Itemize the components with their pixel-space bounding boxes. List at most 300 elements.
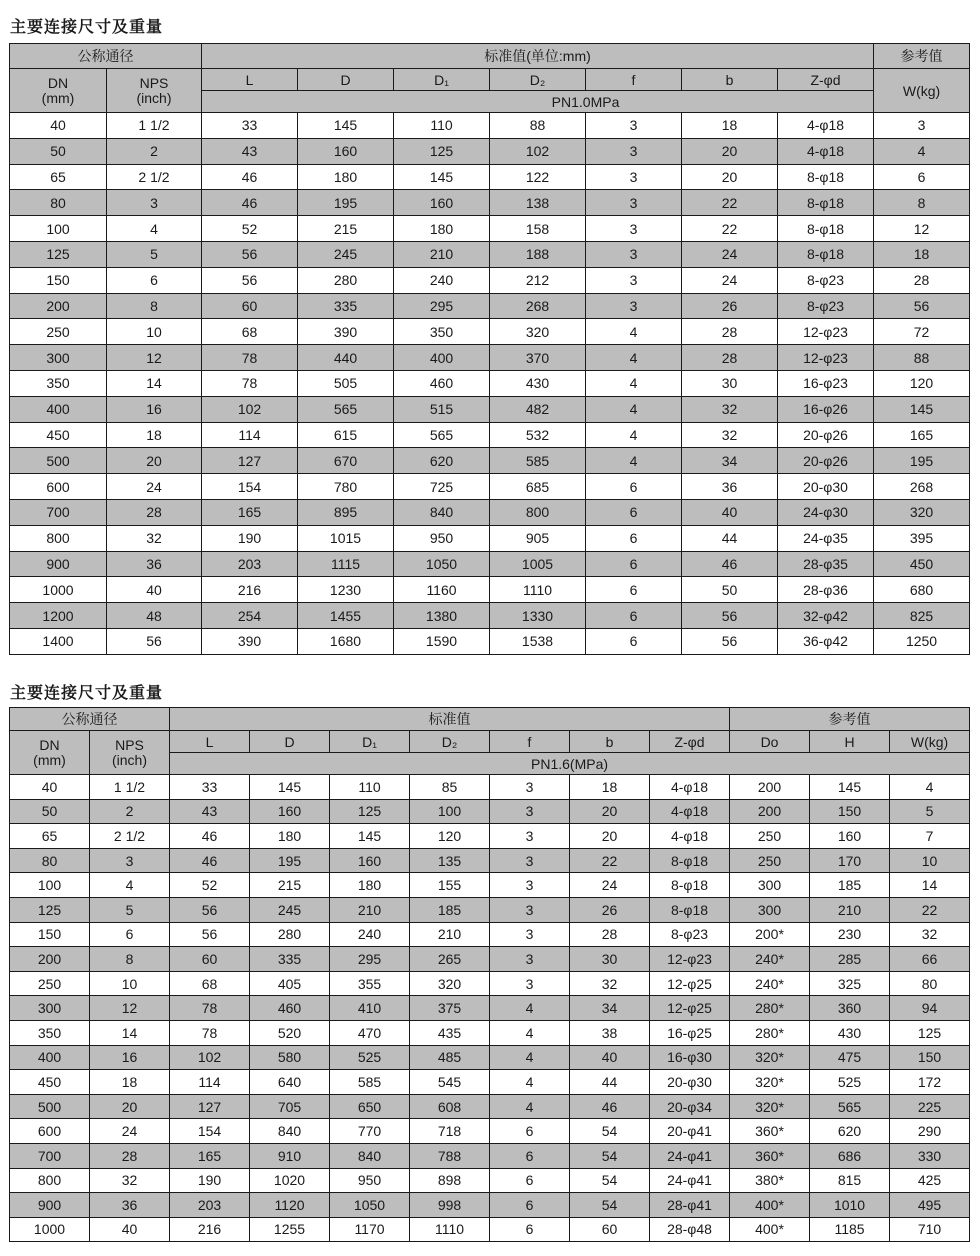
table-cell: 4-φ18 xyxy=(650,799,730,824)
table-cell: 900 xyxy=(10,551,107,577)
table-cell: 36-φ42 xyxy=(778,628,874,654)
table-cell: 120 xyxy=(410,824,490,849)
table-cell: 34 xyxy=(682,448,778,474)
table-cell: 2 1/2 xyxy=(90,824,170,849)
table-cell: 4 xyxy=(586,448,682,474)
table-cell: 360* xyxy=(730,1119,810,1144)
table-cell: 585 xyxy=(490,448,586,474)
table-cell: 102 xyxy=(170,1045,250,1070)
table-cell: 36 xyxy=(90,1193,170,1218)
table-row xyxy=(10,190,970,216)
table-cell: 1590 xyxy=(394,628,490,654)
table-cell: 268 xyxy=(874,474,970,500)
table-cell: 1400 xyxy=(10,628,107,654)
table-cell: 160 xyxy=(250,799,330,824)
table-cell: 3 xyxy=(490,971,570,996)
table-cell: 28 xyxy=(682,319,778,345)
table-cell: 620 xyxy=(810,1119,890,1144)
table-cell: 3 xyxy=(586,293,682,319)
table-cell: 10 xyxy=(890,848,970,873)
table-cell: 10 xyxy=(107,319,202,345)
table-cell: 36 xyxy=(107,551,202,577)
table-cell: 898 xyxy=(410,1168,490,1193)
table-cell: 32-φ42 xyxy=(778,603,874,629)
table-cell: 1 1/2 xyxy=(90,775,170,800)
table-cell: 718 xyxy=(410,1119,490,1144)
table-cell: 56 xyxy=(682,628,778,654)
table-cell: 840 xyxy=(394,499,490,525)
table-cell: 350 xyxy=(10,370,107,396)
table-cell: 320 xyxy=(490,319,586,345)
header-standard-values: 标准值(单位:mm) xyxy=(202,44,874,69)
table-cell: 350 xyxy=(10,1020,90,1045)
table-cell: 56 xyxy=(682,603,778,629)
table-cell: 460 xyxy=(394,370,490,396)
table-cell: 85 xyxy=(410,775,490,800)
table-cell: 14 xyxy=(107,370,202,396)
table-cell: 40 xyxy=(10,113,107,139)
table-cell: 125 xyxy=(394,138,490,164)
table-cell: 320* xyxy=(730,1094,810,1119)
table-cell: 80 xyxy=(890,971,970,996)
table-cell: 216 xyxy=(170,1217,250,1242)
header-col-9: W(kg) xyxy=(890,731,970,753)
table-cell: 250 xyxy=(10,971,90,996)
table-cell: 203 xyxy=(202,551,298,577)
table-cell: 4 xyxy=(890,775,970,800)
table-cell: 565 xyxy=(298,396,394,422)
table-cell: 145 xyxy=(250,775,330,800)
table-cell: 28-φ35 xyxy=(778,551,874,577)
header-col-3: D₂ xyxy=(490,69,586,91)
table-cell: 815 xyxy=(810,1168,890,1193)
table-cell: 180 xyxy=(250,824,330,849)
table-row xyxy=(10,448,970,474)
table-cell: 3 xyxy=(874,113,970,139)
table-cell: 3 xyxy=(490,824,570,849)
table-cell: 125 xyxy=(10,241,107,267)
table-cell: 485 xyxy=(410,1045,490,1070)
table-cell: 40 xyxy=(682,499,778,525)
table-cell: 165 xyxy=(170,1143,250,1168)
table-cell: 600 xyxy=(10,474,107,500)
table-cell: 56 xyxy=(107,628,202,654)
table-cell: 14 xyxy=(890,873,970,898)
table-cell: 145 xyxy=(298,113,394,139)
table-cell: 8 xyxy=(107,293,202,319)
table-cell: 8-φ23 xyxy=(778,267,874,293)
table-cell: 910 xyxy=(250,1143,330,1168)
table-cell: 6 xyxy=(90,922,170,947)
table-cell: 200 xyxy=(10,293,107,319)
table-cell: 450 xyxy=(10,422,107,448)
table2-title: 主要连接尺寸及重量 xyxy=(10,683,164,702)
table-cell: 22 xyxy=(570,848,650,873)
table-cell: 320 xyxy=(410,971,490,996)
table-row xyxy=(10,922,970,947)
table-cell: 8-φ23 xyxy=(650,922,730,947)
table-cell: 24-φ35 xyxy=(778,525,874,551)
table-cell: 102 xyxy=(202,396,298,422)
table-cell: 3 xyxy=(586,190,682,216)
table-cell: 545 xyxy=(410,1070,490,1095)
table-row xyxy=(10,216,970,242)
table-cell: 200 xyxy=(730,775,810,800)
table-cell: 8-φ18 xyxy=(778,241,874,267)
table-cell: 8-φ23 xyxy=(778,293,874,319)
table-cell: 203 xyxy=(170,1193,250,1218)
table-cell: 100 xyxy=(10,873,90,898)
table-cell: 4 xyxy=(874,138,970,164)
table-cell: 250 xyxy=(730,824,810,849)
table-cell: 3 xyxy=(490,922,570,947)
table-cell: 114 xyxy=(202,422,298,448)
table-cell: 216 xyxy=(202,577,298,603)
table-cell: 125 xyxy=(10,897,90,922)
table-cell: 44 xyxy=(682,525,778,551)
table-cell: 900 xyxy=(10,1193,90,1218)
table-cell: 16 xyxy=(107,396,202,422)
table-cell: 154 xyxy=(202,474,298,500)
table-row xyxy=(10,474,970,500)
table-cell: 295 xyxy=(330,947,410,972)
table-cell: 285 xyxy=(810,947,890,972)
table-cell: 125 xyxy=(890,1020,970,1045)
table-cell: 110 xyxy=(330,775,410,800)
table-cell: 26 xyxy=(682,293,778,319)
table1-title: 主要连接尺寸及重量 xyxy=(10,17,164,36)
table-cell: 300 xyxy=(10,345,107,371)
table-cell: 840 xyxy=(330,1143,410,1168)
table-cell: 210 xyxy=(394,241,490,267)
table-cell: 600 xyxy=(10,1119,90,1144)
table-cell: 30 xyxy=(570,947,650,972)
table-cell: 32 xyxy=(570,971,650,996)
table-row xyxy=(10,1020,970,1045)
table-cell: 190 xyxy=(170,1168,250,1193)
table-cell: 1160 xyxy=(394,577,490,603)
table-cell: 212 xyxy=(490,267,586,293)
spec-table-pn10 xyxy=(9,43,970,655)
header-col-0: L xyxy=(202,69,298,91)
table-cell: 72 xyxy=(874,319,970,345)
table-cell: 4 xyxy=(586,319,682,345)
table-row xyxy=(10,396,970,422)
table-cell: 6 xyxy=(586,577,682,603)
table-row xyxy=(10,603,970,629)
table-cell: 800 xyxy=(490,499,586,525)
table-cell: 425 xyxy=(890,1168,970,1193)
table-cell: 160 xyxy=(330,848,410,873)
table-cell: 6 xyxy=(586,499,682,525)
table-cell: 210 xyxy=(410,922,490,947)
table-cell: 1170 xyxy=(330,1217,410,1242)
table-cell: 1115 xyxy=(298,551,394,577)
table-cell: 2 xyxy=(107,138,202,164)
table-cell: 4 xyxy=(586,370,682,396)
table-row xyxy=(10,113,970,139)
table-cell: 215 xyxy=(298,216,394,242)
table-cell: 335 xyxy=(298,293,394,319)
table-cell: 78 xyxy=(170,1020,250,1045)
table-cell: 400 xyxy=(10,396,107,422)
header-col-4: f xyxy=(490,731,570,753)
table-cell: 300 xyxy=(730,897,810,922)
table-cell: 4-φ18 xyxy=(778,113,874,139)
table-cell: 400* xyxy=(730,1217,810,1242)
table-cell: 4 xyxy=(490,996,570,1021)
table-cell: 6 xyxy=(107,267,202,293)
table-cell: 3 xyxy=(490,897,570,922)
table-row xyxy=(10,873,970,898)
table-cell: 265 xyxy=(410,947,490,972)
header-col-6: Z-φd xyxy=(650,731,730,753)
table-cell: 360 xyxy=(810,996,890,1021)
table-cell: 245 xyxy=(298,241,394,267)
header-col-6: Z-φd xyxy=(778,69,874,91)
table-cell: 4 xyxy=(107,216,202,242)
table-cell: 22 xyxy=(682,216,778,242)
table-cell: 24 xyxy=(107,474,202,500)
table-cell: 24 xyxy=(682,241,778,267)
table-cell: 1010 xyxy=(810,1193,890,1218)
table-cell: 180 xyxy=(394,216,490,242)
table-cell: 6 xyxy=(490,1217,570,1242)
table-cell: 16-φ23 xyxy=(778,370,874,396)
table-cell: 4 xyxy=(586,396,682,422)
table-row xyxy=(10,370,970,396)
table-cell: 608 xyxy=(410,1094,490,1119)
table-cell: 225 xyxy=(890,1094,970,1119)
table-cell: 50 xyxy=(10,138,107,164)
table-cell: 12-φ23 xyxy=(778,319,874,345)
table-cell: 295 xyxy=(394,293,490,319)
table-cell: 12 xyxy=(90,996,170,1021)
table-cell: 825 xyxy=(874,603,970,629)
table-cell: 78 xyxy=(170,996,250,1021)
table-cell: 56 xyxy=(170,897,250,922)
table-cell: 138 xyxy=(490,190,586,216)
table-cell: 710 xyxy=(890,1217,970,1242)
table-cell: 150 xyxy=(890,1045,970,1070)
table-cell: 1000 xyxy=(10,577,107,603)
table-cell: 185 xyxy=(810,873,890,898)
table-cell: 18 xyxy=(90,1070,170,1095)
table-row xyxy=(10,293,970,319)
header-col-5: b xyxy=(570,731,650,753)
table-cell: 195 xyxy=(250,848,330,873)
table-cell: 905 xyxy=(490,525,586,551)
table-row xyxy=(10,1045,970,1070)
table-cell: 565 xyxy=(394,422,490,448)
table-cell: 56 xyxy=(202,241,298,267)
table-cell: 780 xyxy=(298,474,394,500)
table-cell: 135 xyxy=(410,848,490,873)
table-cell: 20 xyxy=(90,1094,170,1119)
table-cell: 52 xyxy=(202,216,298,242)
table-cell: 188 xyxy=(490,241,586,267)
table-cell: 400 xyxy=(394,345,490,371)
table-cell: 43 xyxy=(170,799,250,824)
table-cell: 88 xyxy=(490,113,586,139)
table-cell: 3 xyxy=(490,873,570,898)
table-cell: 505 xyxy=(298,370,394,396)
table-cell: 34 xyxy=(570,996,650,1021)
table-cell: 28 xyxy=(570,922,650,947)
table-cell: 50 xyxy=(682,577,778,603)
table-cell: 50 xyxy=(10,799,90,824)
table-cell: 122 xyxy=(490,164,586,190)
header-col-0: L xyxy=(170,731,250,753)
table-row xyxy=(10,897,970,922)
table-cell: 254 xyxy=(202,603,298,629)
table-cell: 22 xyxy=(890,897,970,922)
header-col-7: Do xyxy=(730,731,810,753)
table-cell: 88 xyxy=(874,345,970,371)
table-row xyxy=(10,1193,970,1218)
table-cell: 210 xyxy=(810,897,890,922)
table-cell: 18 xyxy=(874,241,970,267)
table-cell: 240* xyxy=(730,947,810,972)
table-cell: 40 xyxy=(107,577,202,603)
table-cell: 430 xyxy=(810,1020,890,1045)
table-cell: 380* xyxy=(730,1168,810,1193)
table-cell: 155 xyxy=(410,873,490,898)
header-col-2: D₁ xyxy=(330,731,410,753)
table-cell: 3 xyxy=(107,190,202,216)
table-cell: 170 xyxy=(810,848,890,873)
table-cell: 36 xyxy=(682,474,778,500)
table-row xyxy=(10,848,970,873)
table-cell: 16-φ26 xyxy=(778,396,874,422)
table-cell: 250 xyxy=(730,848,810,873)
table-cell: 20 xyxy=(682,164,778,190)
table-row xyxy=(10,525,970,551)
table-cell: 650 xyxy=(330,1094,410,1119)
table-cell: 360* xyxy=(730,1143,810,1168)
table-cell: 68 xyxy=(170,971,250,996)
table-cell: 43 xyxy=(202,138,298,164)
table-cell: 250 xyxy=(10,319,107,345)
table-cell: 20 xyxy=(570,824,650,849)
table-cell: 320 xyxy=(874,499,970,525)
table-cell: 475 xyxy=(810,1045,890,1070)
table-cell: 525 xyxy=(330,1045,410,1070)
table-row xyxy=(10,1094,970,1119)
table-cell: 320* xyxy=(730,1045,810,1070)
table-cell: 14 xyxy=(90,1020,170,1045)
table-cell: 585 xyxy=(330,1070,410,1095)
table-cell: 1050 xyxy=(330,1193,410,1218)
table-cell: 20-φ41 xyxy=(650,1119,730,1144)
table-cell: 20 xyxy=(107,448,202,474)
table-cell: 56 xyxy=(170,922,250,947)
table-cell: 6 xyxy=(586,628,682,654)
table-cell: 52 xyxy=(170,873,250,898)
table-cell: 4-φ18 xyxy=(778,138,874,164)
table-cell: 10 xyxy=(90,971,170,996)
table-cell: 4 xyxy=(586,345,682,371)
table-row xyxy=(10,824,970,849)
table-cell: 24-φ41 xyxy=(650,1143,730,1168)
table-cell: 1230 xyxy=(298,577,394,603)
table-cell: 3 xyxy=(490,947,570,972)
table-cell: 78 xyxy=(202,345,298,371)
table-row xyxy=(10,422,970,448)
table-cell: 30 xyxy=(682,370,778,396)
table-cell: 190 xyxy=(202,525,298,551)
table-cell: 325 xyxy=(810,971,890,996)
header-standard-values: 标准值 xyxy=(170,708,730,731)
header-nominal-diameter: 公称通径 xyxy=(10,708,170,731)
table-cell: 195 xyxy=(298,190,394,216)
table-cell: 240* xyxy=(730,971,810,996)
table-cell: 435 xyxy=(410,1020,490,1045)
table-cell: 24-φ30 xyxy=(778,499,874,525)
table-cell: 700 xyxy=(10,1143,90,1168)
table-cell: 230 xyxy=(810,922,890,947)
table-cell: 165 xyxy=(874,422,970,448)
table-cell: 20 xyxy=(682,138,778,164)
table-cell: 6 xyxy=(586,603,682,629)
table-cell: 185 xyxy=(410,897,490,922)
table-cell: 60 xyxy=(202,293,298,319)
table-cell: 6 xyxy=(490,1168,570,1193)
table-cell: 395 xyxy=(874,525,970,551)
table-cell: 18 xyxy=(682,113,778,139)
table-cell: 60 xyxy=(570,1217,650,1242)
header-nominal-diameter: 公称通径 xyxy=(10,44,202,69)
table-cell: 3 xyxy=(490,848,570,873)
table-cell: 460 xyxy=(250,996,330,1021)
table-cell: 80 xyxy=(10,848,90,873)
table-cell: 670 xyxy=(298,448,394,474)
table-cell: 200* xyxy=(730,922,810,947)
header-col-3: D₂ xyxy=(410,731,490,753)
table-cell: 12-φ25 xyxy=(650,996,730,1021)
table-cell: 950 xyxy=(330,1168,410,1193)
table-row xyxy=(10,499,970,525)
spec-table-pn16 xyxy=(9,707,970,1242)
table-cell: 32 xyxy=(682,422,778,448)
table-cell: 114 xyxy=(170,1070,250,1095)
table-cell: 102 xyxy=(490,138,586,164)
table-cell: 54 xyxy=(570,1119,650,1144)
table-cell: 20-φ26 xyxy=(778,448,874,474)
table-row xyxy=(10,138,970,164)
table-cell: 160 xyxy=(394,190,490,216)
table-row xyxy=(10,775,970,800)
table-cell: 12-φ25 xyxy=(650,971,730,996)
table-row xyxy=(10,551,970,577)
table-cell: 24-φ41 xyxy=(650,1168,730,1193)
table-cell: 8 xyxy=(874,190,970,216)
table-cell: 215 xyxy=(250,873,330,898)
header-col-5: b xyxy=(682,69,778,91)
table-cell: 33 xyxy=(170,775,250,800)
table-cell: 370 xyxy=(490,345,586,371)
table-cell: 24 xyxy=(570,873,650,898)
table-cell: 94 xyxy=(890,996,970,1021)
table-cell: 44 xyxy=(570,1070,650,1095)
table-cell: 3 xyxy=(586,267,682,293)
table-cell: 290 xyxy=(890,1119,970,1144)
table-cell: 410 xyxy=(330,996,410,1021)
table-cell: 154 xyxy=(170,1119,250,1144)
table-cell: 1020 xyxy=(250,1168,330,1193)
table-cell: 16 xyxy=(90,1045,170,1070)
table-cell: 1015 xyxy=(298,525,394,551)
